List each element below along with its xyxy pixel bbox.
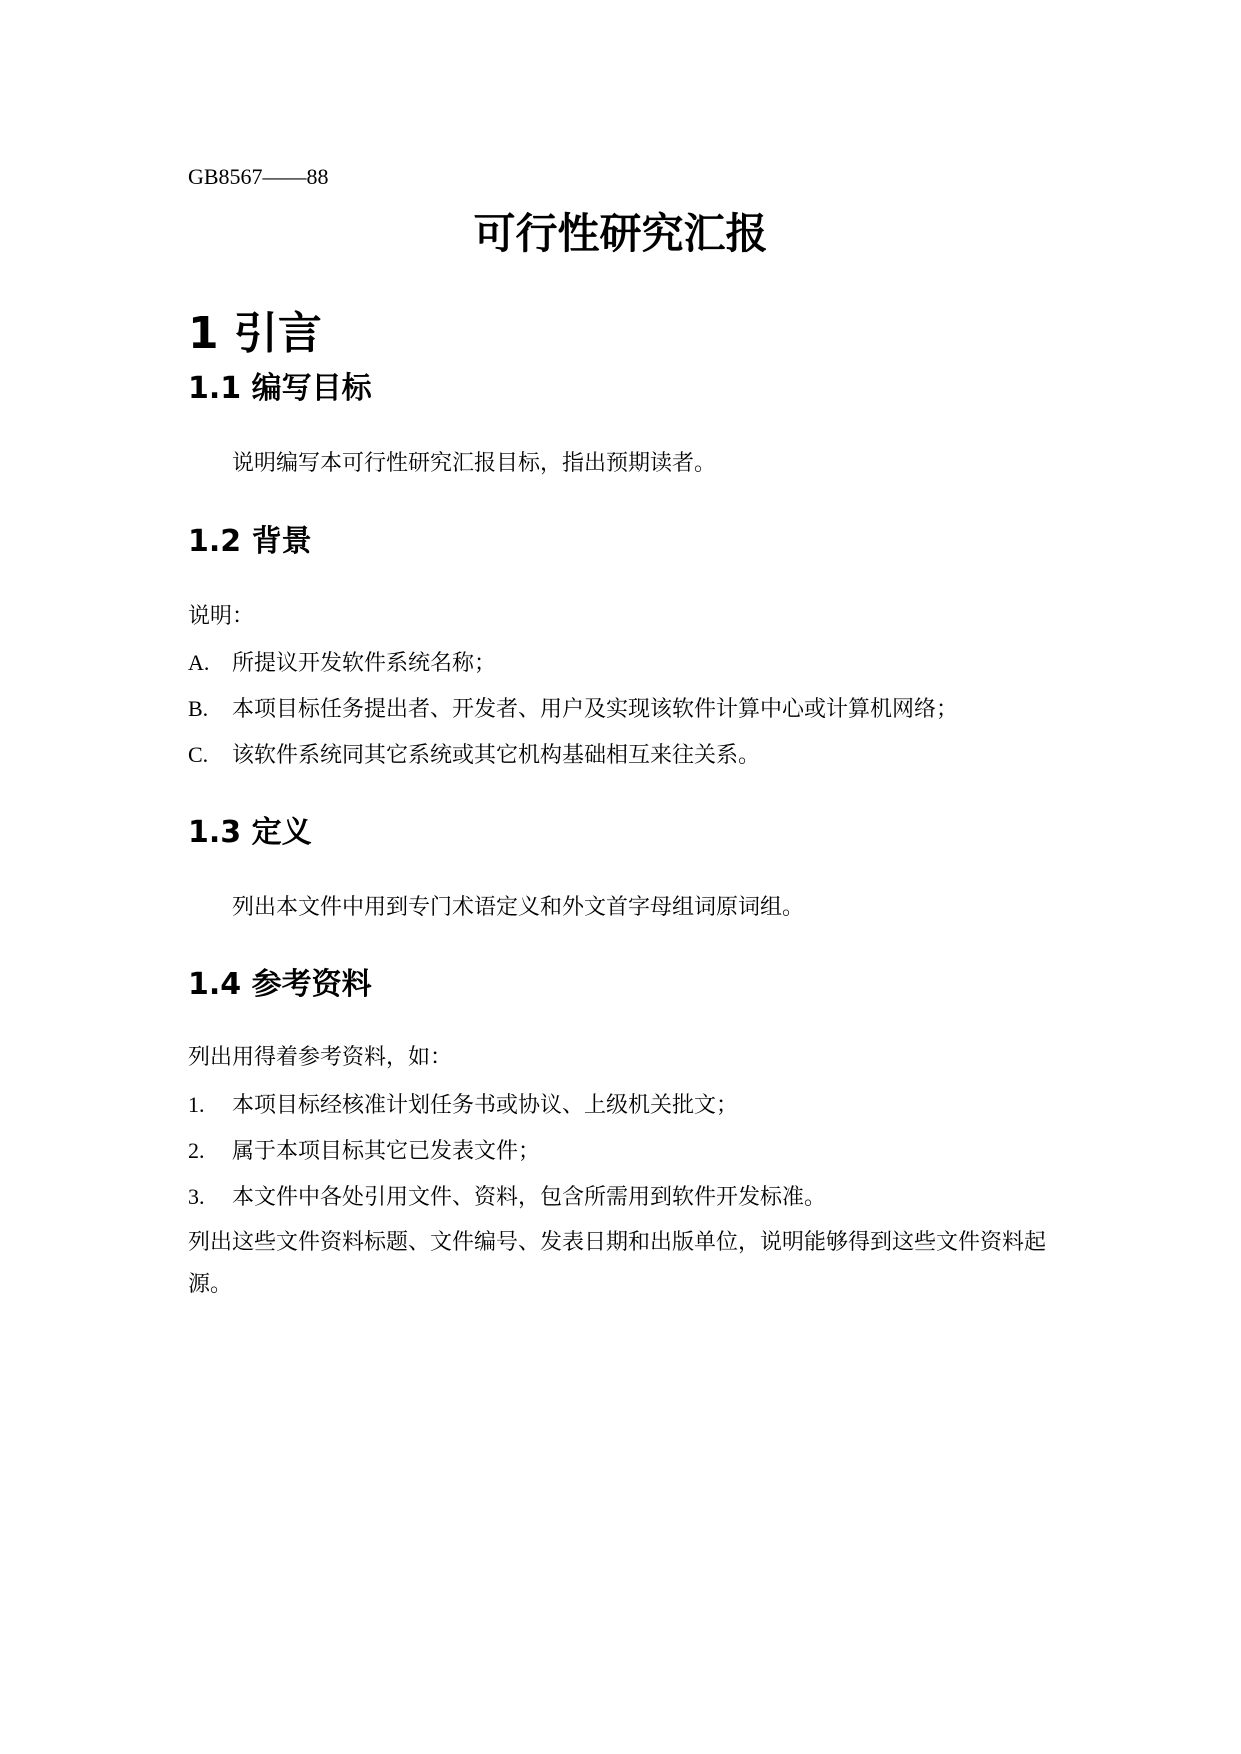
background-list-item	[188, 740, 760, 771]
section-heading-definitions: 1.3 定义	[188, 815, 312, 850]
list-marker: 2.	[188, 1138, 205, 1163]
references-list-item	[188, 1090, 738, 1121]
list-marker: B.	[188, 696, 209, 721]
references-list-item	[188, 1136, 540, 1167]
section-definitions-text: 列出本文件中用到专门术语定义和外文首字母组词原词组。	[232, 895, 805, 920]
section-heading-background: 1.2 背景	[188, 524, 312, 559]
section-purpose-text: 说明编写本可行性研究汇报目标，指出预期读者。	[232, 451, 717, 476]
section-background-intro: 说明：	[188, 604, 255, 629]
list-item-text: 所提议开发软件系统名称；	[232, 651, 497, 676]
list-item-text: 本项目标经核准计划任务书或协议、上级机关批文；	[232, 1093, 739, 1118]
list-item-text: 本项目标任务提出者、开发者、用户及实现该软件计算中心或计算机网络；	[232, 697, 959, 722]
list-item-text: 本文件中各处引用文件、资料，包含所需用到软件开发标准。	[232, 1185, 827, 1210]
list-marker: 1.	[188, 1092, 205, 1117]
document-title: 可行性研究汇报	[473, 209, 768, 258]
references-list-item	[188, 1182, 826, 1213]
list-marker: C.	[188, 742, 209, 767]
section-references-intro: 列出用得着参考资料，如：	[188, 1045, 453, 1070]
list-marker: 3.	[188, 1184, 205, 1209]
background-list-item	[188, 694, 958, 725]
section-references-closing: 列出这些文件资料标题、文件编号、发表日期和出版单位，说明能够得到这些文件资料起源。	[188, 1230, 1047, 1297]
section-heading-purpose: 1.1 编写目标	[188, 371, 372, 406]
section-heading-references: 1.4 参考资料	[188, 967, 372, 1002]
list-marker: A.	[188, 650, 210, 675]
background-list-item	[188, 648, 496, 679]
document-code: GB8567——88	[188, 164, 329, 189]
chapter-heading-introduction: 1 引言	[188, 308, 322, 359]
list-item-text: 该软件系统同其它系统或其它机构基础相互来往关系。	[232, 743, 761, 768]
list-item-text: 属于本项目标其它已发表文件；	[232, 1139, 541, 1164]
